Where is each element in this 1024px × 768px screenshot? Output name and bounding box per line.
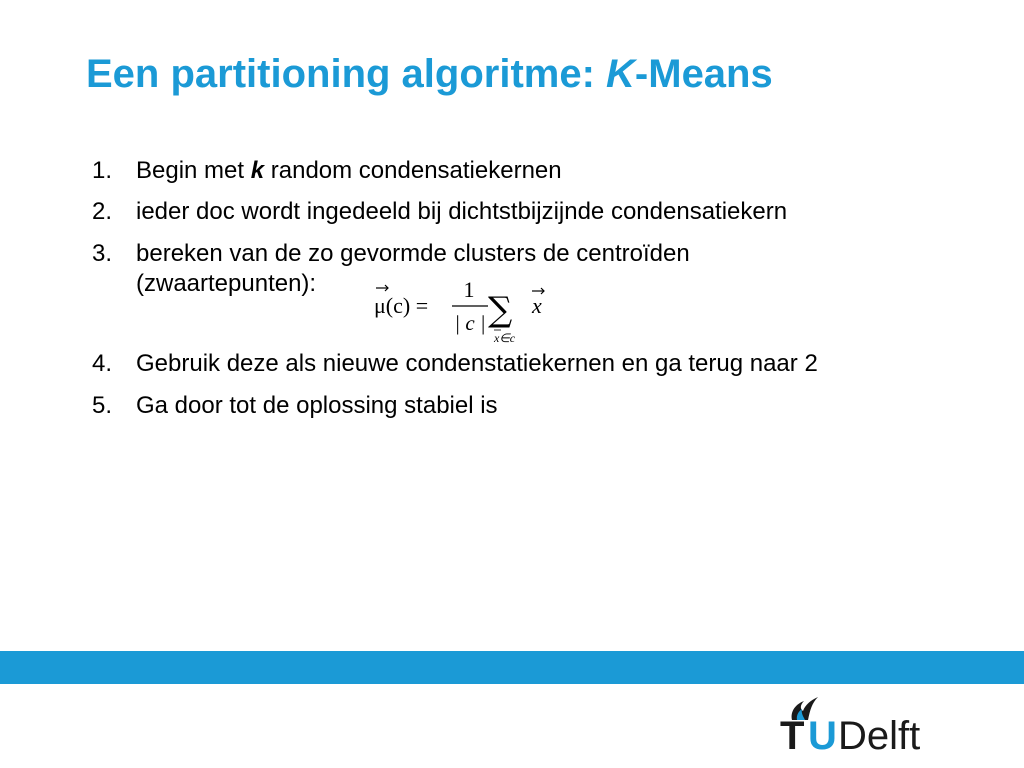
slide-title — [86, 48, 773, 100]
item-number: 5. — [92, 392, 113, 419]
title-k: K — [606, 52, 635, 96]
item-text-post: random condensatiekernen — [264, 157, 562, 184]
k-variable: k — [250, 157, 265, 184]
sum-subscript: x∈c — [494, 331, 516, 345]
item-number: 4. — [92, 350, 113, 377]
formula-lhs: μ(c) = — [374, 293, 429, 318]
item-text-pre: Begin met — [136, 157, 251, 184]
logo-delft: Delft — [838, 714, 921, 758]
sigma-symbol: ∑ — [488, 290, 513, 330]
item-number: 2. — [92, 198, 113, 225]
formula-term: x — [532, 293, 542, 318]
tu-delft-logo — [780, 694, 950, 760]
formula-numerator: 1 — [463, 277, 475, 302]
centroid-formula — [370, 277, 560, 347]
logo-u: U — [808, 714, 837, 758]
formula-denominator: | c | — [454, 311, 486, 335]
item-text: bereken van de zo gevormde clusters de centroïden — [136, 240, 690, 267]
footer-band — [0, 651, 1024, 684]
item-number: 1. — [92, 157, 113, 184]
item-text-line2: (zwaartepunten): — [136, 270, 317, 297]
item-text: Gebruik deze als nieuwe condenstatiekernen en ga terug naar 2 — [136, 350, 818, 377]
title-prefix: Een partitioning algoritme: — [86, 52, 607, 96]
logo-t: T — [780, 714, 805, 758]
item-text: ieder doc wordt ingedeeld bij dichtstbijzijnde condensatiekern — [136, 198, 788, 225]
item-text — [136, 156, 562, 186]
item-number: 3. — [92, 240, 113, 267]
title-suffix: -Means — [634, 52, 773, 96]
item-text: Ga door tot de oplossing stabiel is — [136, 392, 498, 419]
